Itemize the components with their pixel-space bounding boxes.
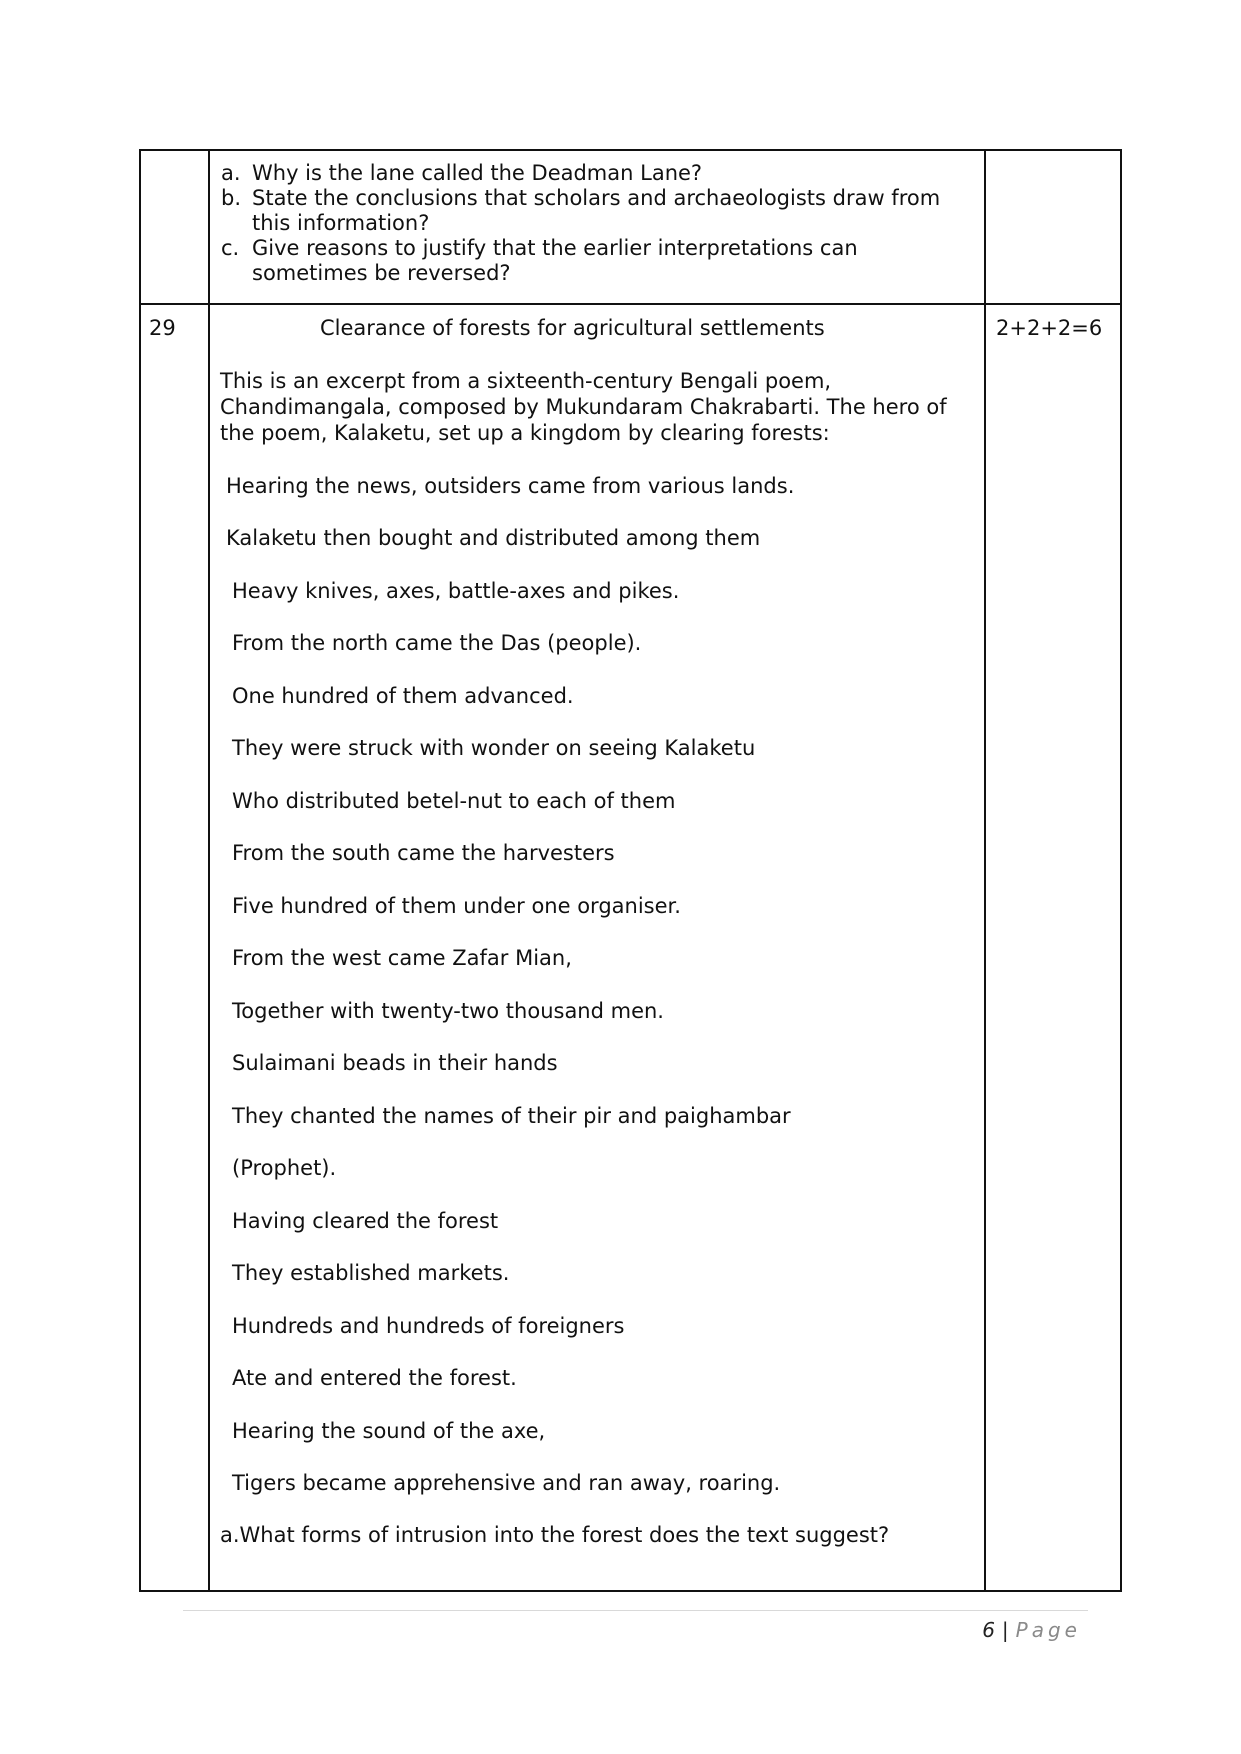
- poem-line: Heavy knives, axes, battle-axes and pikes.: [232, 578, 680, 603]
- table-row: [140, 150, 1121, 304]
- question-intro: This is an excerpt from a sixteenth-century Bengali poem, Chandimangala, composed by Mukundaram Chakrabarti. The hero of the poem, Kalaketu, set up a kingdom by clearing forests:: [220, 369, 947, 445]
- poem-line: Sulaimani beads in their hands: [232, 1051, 558, 1075]
- question-body-cell: [209, 304, 985, 1591]
- poem-line: They established markets.: [232, 1261, 510, 1285]
- subquestion-text: Give reasons to justify that the earlier interpretations can sometimes be reversed?: [252, 236, 858, 285]
- question-number-cell: [140, 150, 209, 304]
- poem-line: They were struck with wonder on seeing Kalaketu: [232, 736, 756, 760]
- poem-line: They chanted the names of their pir and paighambar: [232, 1103, 791, 1128]
- marks-cell: [985, 150, 1121, 304]
- poem-line: (Prophet).: [232, 1156, 337, 1180]
- subquestion-text: Why is the lane called the Deadman Lane?: [252, 161, 703, 185]
- subquestion-list: [210, 151, 984, 294]
- poem-line: Ate and entered the forest.: [232, 1366, 517, 1390]
- poem-excerpt: [220, 473, 974, 1497]
- question-a: a.What forms of intrusion into the forest does the text suggest?: [220, 1523, 890, 1547]
- poem-line: From the south came the harvesters: [232, 841, 615, 865]
- question-number: 29: [149, 316, 176, 340]
- page-footer: [982, 1618, 1081, 1642]
- question-body-cell: [209, 150, 985, 304]
- page-label: Page: [1015, 1618, 1081, 1642]
- marks-cell: [985, 304, 1121, 1591]
- table-row: [140, 304, 1121, 1591]
- poem-line: Having cleared the forest: [232, 1208, 499, 1233]
- page-number: 6: [982, 1618, 996, 1642]
- poem-line: Together with twenty-two thousand men.: [232, 998, 664, 1023]
- subquestion-label: c.: [221, 236, 240, 260]
- footer-divider: [183, 1610, 1088, 1611]
- poem-line: Tigers became apprehensive and ran away, roaring.: [232, 1471, 781, 1495]
- question-number-cell: [140, 304, 209, 1591]
- subquestion-a: [221, 161, 968, 186]
- subquestion-text: State the conclusions that scholars and archaeologists draw from this information?: [252, 186, 941, 235]
- subquestion-label: b.: [221, 186, 242, 210]
- question-title: Clearance of forests for agricultural settlements: [320, 316, 825, 340]
- poem-line: From the west came Zafar Mian,: [232, 946, 572, 970]
- poem-line: Kalaketu then bought and distributed among them: [226, 526, 761, 550]
- poem-line: One hundred of them advanced.: [232, 683, 574, 708]
- poem-line: Who distributed betel-nut to each of them: [232, 788, 676, 813]
- subquestion-label: a.: [221, 161, 241, 185]
- marks-value: 2+2+2=6: [996, 316, 1103, 340]
- subquestion-c: [221, 236, 968, 286]
- poem-line: Hundreds and hundreds of foreigners: [232, 1313, 625, 1338]
- poem-line: Five hundred of them under one organiser.: [232, 893, 681, 918]
- poem-line: Hearing the sound of the axe,: [232, 1418, 546, 1443]
- poem-line: Hearing the news, outsiders came from various lands.: [226, 473, 795, 498]
- subquestion-b: [221, 186, 968, 236]
- poem-line: From the north came the Das (people).: [232, 631, 642, 655]
- question-table: [139, 149, 1122, 1592]
- footer-separator: |: [1001, 1618, 1010, 1642]
